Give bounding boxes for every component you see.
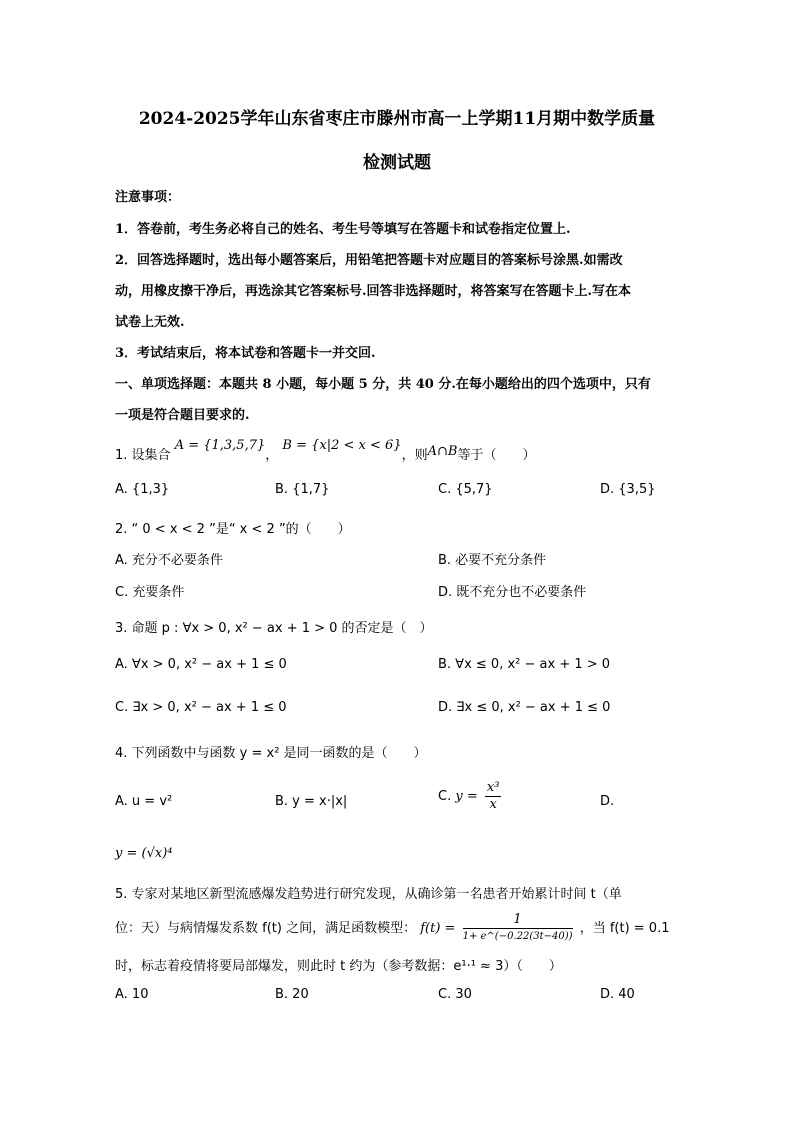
q5-option-b: B. 20 (275, 987, 309, 1002)
q1-option-b: B. {1,7} (275, 482, 330, 497)
question-3-stem: 3. 命题 p : ∀x > 0, x² − ax + 1 > 0 的否定是（ ） (115, 621, 433, 636)
q5-function-lhs: f(t) = (420, 921, 456, 936)
q3-option-a: A. ∀x > 0, x² − ax + 1 ≤ 0 (115, 657, 287, 672)
q1-set-a: A = {1,3,5,7} (174, 438, 266, 453)
q4-option-c-label: C. (438, 789, 452, 804)
q1-expression: A∩B (427, 444, 458, 459)
q4-option-c-fraction (485, 780, 502, 813)
notice-2-line1: 2．回答选择题时，选出每小题答案后，用铅笔把答题卡对应题目的答案标号涂黑.如需改 (115, 253, 623, 268)
q5-option-d: D. 40 (600, 987, 635, 1002)
page-title-line2: 检测试题 (363, 153, 431, 173)
q4-option-c-lhs: y = (455, 789, 478, 804)
question-1-stem (115, 438, 536, 463)
notice-2-line2: 动，用橡皮擦干净后，再选涂其它答案标号.回答非选择题时，将答案写在答题卡上.写在本 (115, 284, 632, 299)
q1-set-b: B = {x|2 < x < 6} (282, 438, 402, 453)
q4-option-d-expression: y = (√x)⁴ (115, 846, 173, 861)
q5-function-fraction (463, 912, 573, 945)
q4-option-c-denominator: x (489, 797, 497, 812)
q1-comma: ， (265, 448, 279, 463)
notice-1: 1．答卷前，考生务必将自己的姓名、考生号等填写在答题卡和试卷指定位置上. (115, 222, 571, 237)
q1-option-d: D. {3,5} (600, 482, 656, 497)
q3-option-d: D. ∃x ≤ 0, x² − ax + 1 ≤ 0 (438, 700, 611, 715)
question-5-line2 (115, 912, 669, 945)
q1-suffix: 等于（ ） (457, 448, 536, 463)
q2-option-c: C. 充要条件 (115, 585, 185, 600)
q4-option-d-label: D. (600, 794, 615, 809)
q4-option-b: B. y = x·|x| (275, 794, 348, 809)
q1-prefix: 1. 设集合 (115, 448, 171, 463)
q4-option-c-numerator: x³ (486, 780, 500, 795)
q1-mid: ，则 (401, 448, 428, 463)
q1-option-c: C. {5,7} (438, 482, 493, 497)
q1-option-a: A. {1,3} (115, 482, 170, 497)
question-5-line1: 5. 专家对某地区新型流感爆发趋势进行研究发现，从确诊第一名患者开始累计时间 t（单 (115, 887, 622, 902)
section-heading-line1: 一、单项选择题：本题共 8 小题，每小题 5 分，共 40 分.在每小题给出的四个选项中，只有 (115, 377, 651, 392)
q4-option-c (438, 780, 504, 813)
notice-3: 3．考试结束后，将本试卷和答题卡一并交回. (115, 346, 376, 361)
q5-line2-text: 位：天）与病情爆发系数 f(t) 之间，满足函数模型： (115, 921, 417, 936)
q5-option-c: C. 30 (438, 987, 472, 1002)
q2-option-a: A. 充分不必要条件 (115, 553, 223, 568)
question-5-line3: 时，标志着疫情将要局部爆发，则此时 t 约为（参考数据：e¹·¹ ≈ 3）（ ） (115, 959, 562, 974)
q5-fraction-numerator: 1 (463, 912, 573, 929)
q5-line2-tail: ，当 f(t) = 0.1 (579, 921, 670, 936)
q5-option-a: A. 10 (115, 987, 149, 1002)
notice-heading: 注意事项： (115, 190, 181, 205)
q5-fraction-denominator: 1+ e^(−0.22(3t−40)) (462, 931, 573, 942)
q4-option-a: A. u = v² (115, 794, 173, 809)
notice-2-line3: 试卷上无效. (115, 315, 185, 330)
q3-option-c: C. ∃x > 0, x² − ax + 1 ≤ 0 (115, 700, 287, 715)
q2-option-b: B. 必要不充分条件 (438, 553, 547, 568)
page-title-line1: 2024-2025学年山东省枣庄市滕州市高一上学期11月期中数学质量 (138, 109, 656, 129)
q3-option-b: B. ∀x ≤ 0, x² − ax + 1 > 0 (438, 657, 611, 672)
question-4-stem: 4. 下列函数中与函数 y = x² 是同一函数的是（ ） (115, 746, 427, 761)
q2-option-d: D. 既不充分也不必要条件 (438, 585, 587, 600)
question-2-stem: 2. “ 0 < x < 2 ”是“ x < 2 ”的（ ） (115, 522, 351, 537)
section-heading-line2: 一项是符合题目要求的. (115, 408, 250, 423)
